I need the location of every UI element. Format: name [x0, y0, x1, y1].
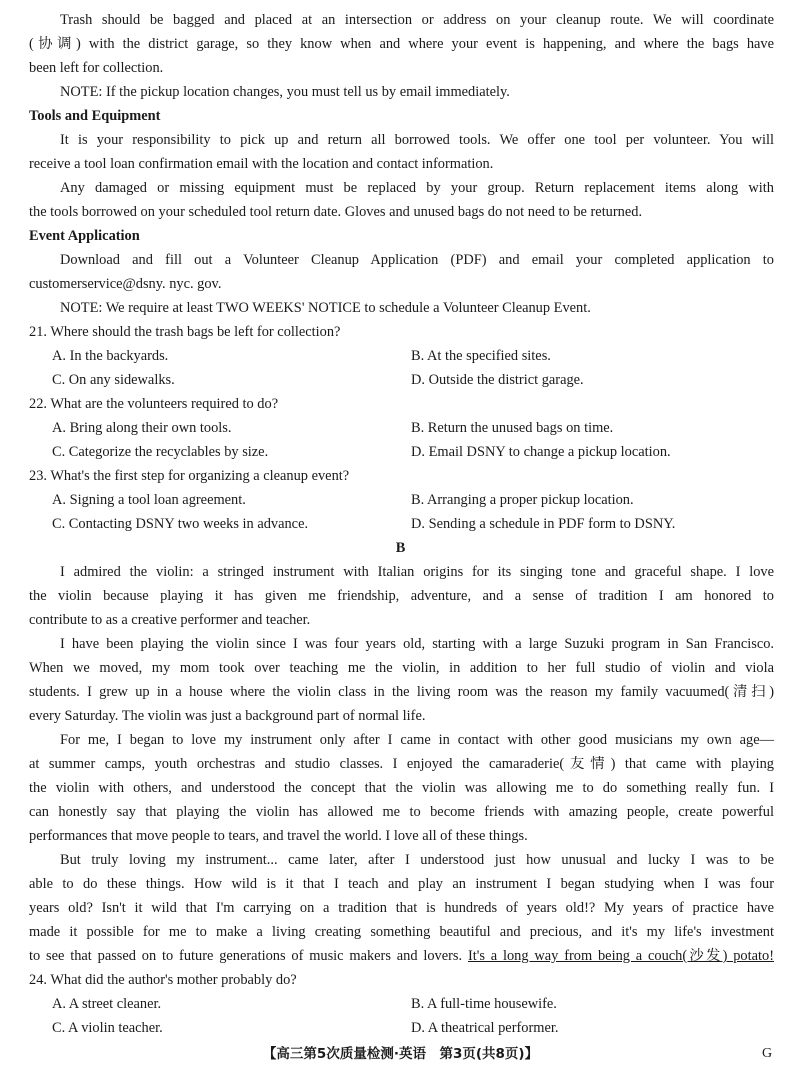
- question-23-stem: 23. What's the first step for organizing a cleanup event?: [29, 468, 350, 484]
- q21-option-c: C. On any sidewalks.: [52, 372, 175, 388]
- q22-option-b: B. Return the unused bags on time.: [411, 420, 614, 436]
- passage-b-p1-line1: I admired the violin: a stringed instrument with Italian origins for its singing tone and graceful shape. I love: [60, 564, 774, 580]
- passage-b-heading: B: [395, 540, 406, 556]
- heading-event-application: Event Application: [29, 228, 140, 244]
- q21-option-d: D. Outside the district garage.: [411, 372, 584, 388]
- passage-b-p4-line4: made it possible for me to make a living creating something beautiful and precious, and it's my life's investment: [29, 924, 774, 940]
- passage-a-p3-line1: Any damaged or missing equipment must be replaced by your group. Return replacement items along with: [60, 180, 774, 196]
- heading-tools-equipment: Tools and Equipment: [29, 108, 161, 124]
- question-21-stem: 21. Where should the trash bags be left for collection?: [29, 324, 341, 340]
- passage-b-p4-line5: [29, 946, 774, 966]
- passage-b-p3-line1: For me, I began to love my instrument only after I came in contact with other good musicians my own age—: [60, 732, 774, 748]
- passage-b-p3-line2: at summer camps, youth orchestras and studio classes. I enjoyed the camaraderie(友情) that came with playing: [29, 756, 774, 772]
- q24-option-a: A. A street cleaner.: [52, 996, 162, 1012]
- passage-b-p2-line2: When we moved, my mom took over teaching me the violin, in addition to her full studio of violin and viola: [29, 660, 774, 676]
- passage-b-p3-line3: the violin with others, and understood the concept that the violin was allowing me to do something really fun. I: [29, 780, 774, 796]
- paper-code: G: [762, 1046, 773, 1061]
- q24-option-b: B. A full-time housewife.: [411, 996, 557, 1012]
- passage-b-p3-line5: performances that move people to tears, and travel the world. I love all of these things.: [29, 828, 528, 844]
- passage-b-p2-line1: I have been playing the violin since I was four years old, starting with a large Suzuki program in San Francisco.: [60, 636, 774, 652]
- passage-a-note1: NOTE: If the pickup location changes, you must tell us by email immediately.: [60, 84, 510, 100]
- q23-option-c: C. Contacting DSNY two weeks in advance.: [52, 516, 309, 532]
- q23-option-d: D. Sending a schedule in PDF form to DSNY.: [411, 516, 676, 532]
- passage-a-p3-line2: the tools borrowed on your scheduled tool return date. Gloves and unused bags do not need to be returned.: [29, 204, 643, 220]
- page-footer: 【高三第5次质量检测·英语 第3页(共8页)】: [262, 1046, 539, 1062]
- passage-a-p1-line1: Trash should be bagged and placed at an intersection or address on your cleanup route. We will coordinate: [60, 12, 774, 28]
- passage-a-p2-line2: receive a tool loan confirmation email with the location and contact information.: [29, 156, 494, 172]
- q22-option-c: C. Categorize the recyclables by size.: [52, 444, 269, 460]
- passage-b-p2-line3: students. I grew up in a house where the violin class in the living room was the reason my family vacuumed(清扫): [29, 684, 774, 700]
- passage-a-p1-line3: been left for collection.: [29, 60, 164, 76]
- q23-option-b: B. Arranging a proper pickup location.: [411, 492, 634, 508]
- passage-b-p4-line1: But truly loving my instrument... came later, after I understood just how unusual and lucky I was to be: [60, 852, 774, 868]
- passage-a-p4-line2: customerservice@dsny. nyc. gov.: [29, 276, 222, 292]
- passage-b-p2-line4: every Saturday. The violin was just a background part of normal life.: [29, 708, 426, 724]
- passage-b-p4-line5-text: to see that passed on to future generations of music makers and lovers.: [29, 948, 463, 964]
- q24-option-d: D. A theatrical performer.: [411, 1020, 559, 1036]
- q24-option-c: C. A violin teacher.: [52, 1020, 163, 1036]
- passage-a-p4-line1: Download and fill out a Volunteer Cleanup Application (PDF) and email your completed application to: [60, 252, 774, 268]
- passage-a-p2-line1: It is your responsibility to pick up and return all borrowed tools. We offer one tool per volunteer. You will: [60, 132, 774, 148]
- passage-b-p4-line2: able to do these things. How wild is it that I teach and play an instrument I began studying when I was four: [29, 876, 774, 892]
- q22-option-a: A. Bring along their own tools.: [52, 420, 232, 436]
- underlined-sentence: It's a long way from being a couch(沙发) potato!: [467, 948, 774, 964]
- passage-a-p1-line2: (协调) with the district garage, so they know when and where your event is happening, and where the bags have: [29, 36, 774, 52]
- q21-option-b: B. At the specified sites.: [411, 348, 551, 364]
- question-22-stem: 22. What are the volunteers required to do?: [29, 396, 279, 412]
- q22-option-d: D. Email DSNY to change a pickup location.: [411, 444, 671, 460]
- passage-a-note2: NOTE: We require at least TWO WEEKS' NOTICE to schedule a Volunteer Cleanup Event.: [60, 300, 591, 316]
- passage-b-p3-line4: can honestly say that playing the violin has allowed me to become friends with amazing people, create powerful: [29, 804, 774, 820]
- q21-option-a: A. In the backyards.: [52, 348, 169, 364]
- passage-b-p1-line3: contribute to as a creative performer and teacher.: [29, 612, 311, 628]
- question-24-stem: 24. What did the author's mother probably do?: [29, 972, 297, 988]
- q23-option-a: A. Signing a tool loan agreement.: [52, 492, 246, 508]
- passage-b-p4-line3: years old? Isn't it wild that I'm carrying on a tradition that is hundreds of years old!? My years of practice have: [29, 900, 774, 916]
- passage-b-p1-line2: the violin because playing it has given me friendship, adventure, and a sense of tradition I am honored to: [29, 588, 774, 604]
